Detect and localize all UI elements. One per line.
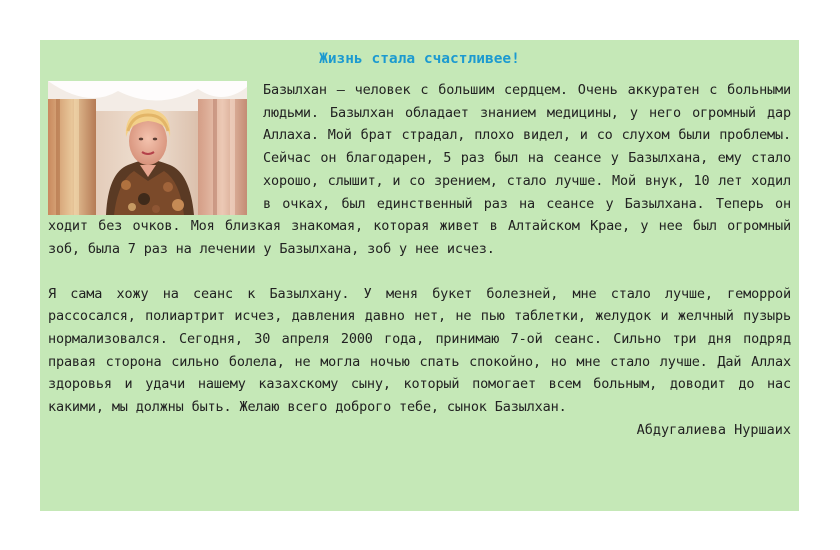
testimonial-card: [40, 40, 799, 511]
testimonial-title: Жизнь стала счастливее!: [319, 51, 520, 67]
author-signature: Абдугалиева Нуршаих: [636, 421, 791, 438]
author-photo: [48, 81, 247, 215]
testimonial-paragraph-2: Я сама хожу на сеанс к Базылхану. У меня букет болезней, мне стало лучше, геморрой рассосался, полиартрит исчез, давления давно нет, не пью таблетки, желудок и желчный пузырь нормализовался. Сегодня, 30 апреля 2000 года, принимаю 7-ой сеанс. Сильно три дня подряд правая сторона сильно болела, не могла ночью спать спокойно, но мне стало лучше. Дай Аллах здоровья и удачи нашему казахскому сыну, который помогает всем больным, доводит до нас какими, мы должны быть. Желаю всего доброго тебе, сынок Базылхан.: [48, 285, 791, 416]
testimonial-paragraph-1: Базылхан – человек с большим сердцем. Очень аккуратен с больными людьми. Базылхан обладает знанием медицины, у него огромный дар Аллаха. Мой брат страдал, плохо видел, и со слухом были проблемы. Сейчас он благодарен, 5 раз был на сеансе у Базылхана, ему стало хорошо, слышит, и со зрением, стало лучше. Мой внук, 10 лет ходил в очках, был единственный раз на сеансе у Базылхана. Теперь он ходит без очков. Моя близкая знакомая, которая живет в Алтайском Крае, у нее был огромный зоб, была 7 раз на лечении у Базылхана, зоб у нее исчез.: [48, 82, 791, 257]
